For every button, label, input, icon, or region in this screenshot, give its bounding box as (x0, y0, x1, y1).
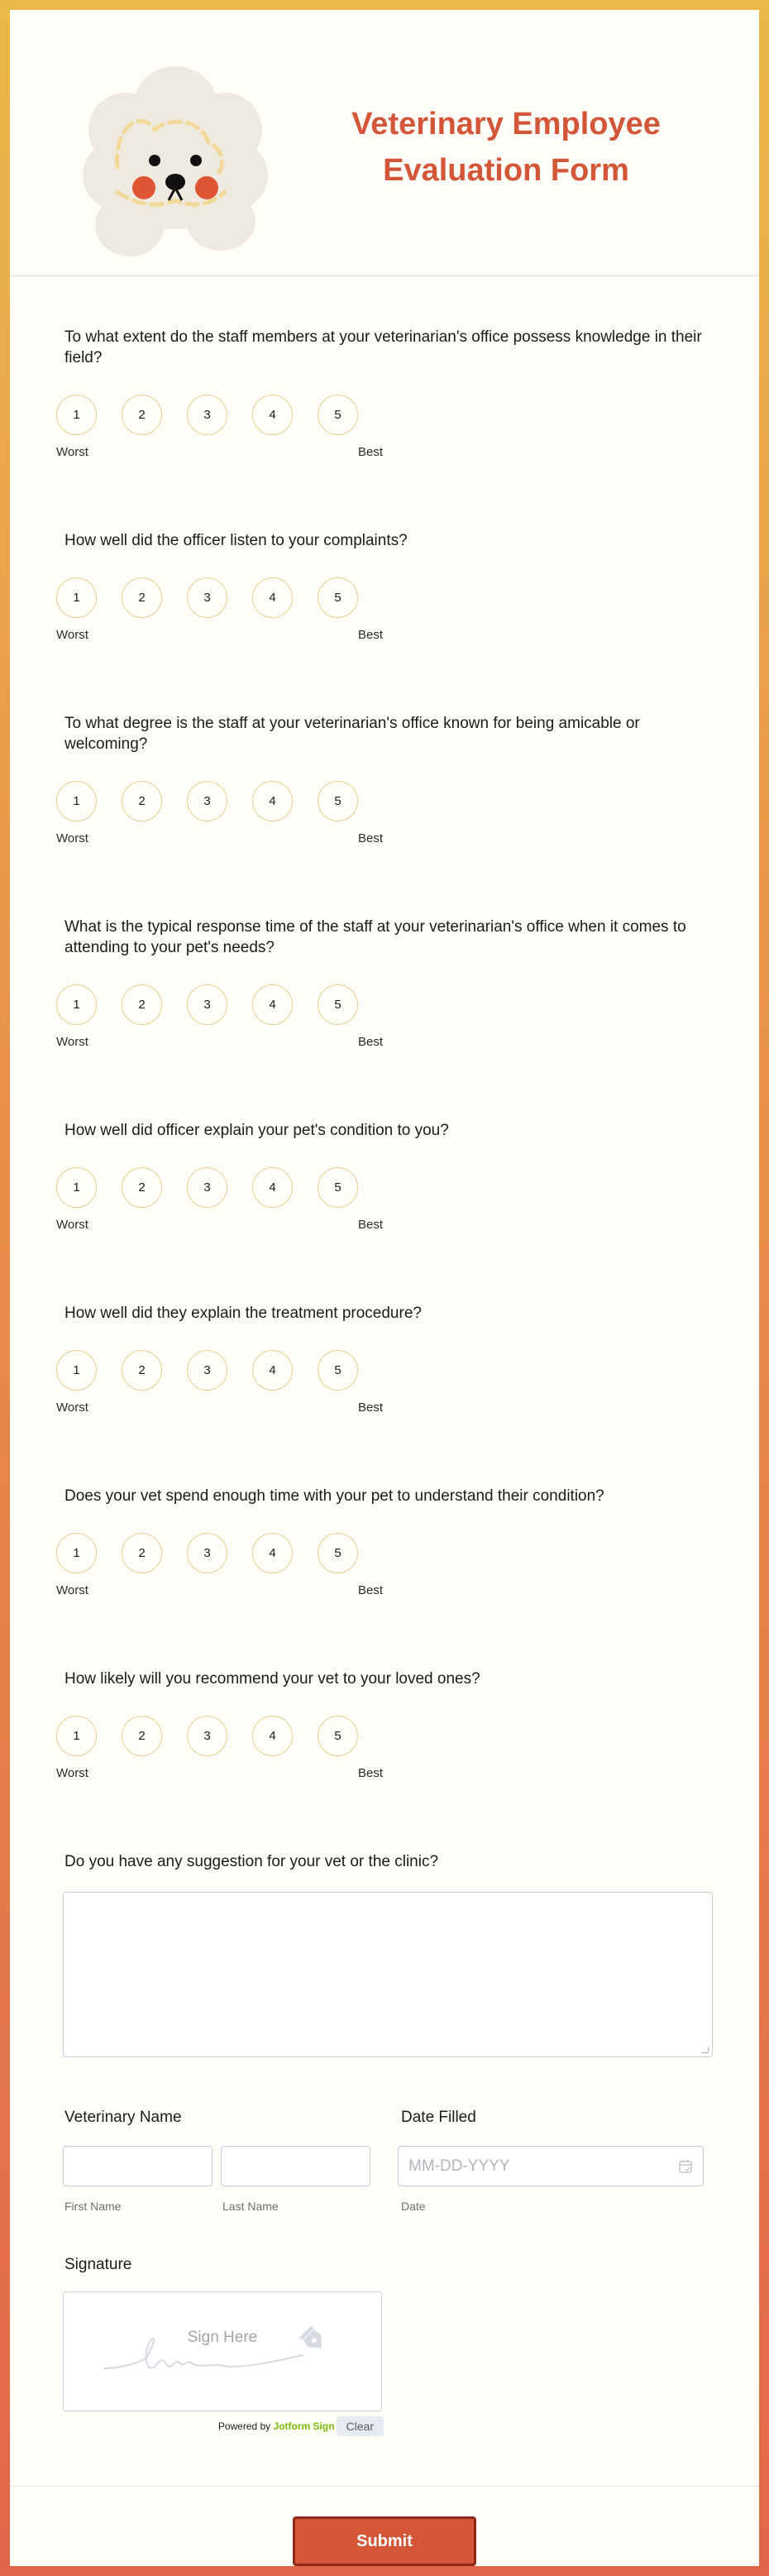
name-inputs (63, 2146, 401, 2186)
rating-option-3[interactable]: 3 (187, 1533, 227, 1573)
powered-by-label: Powered by (217, 2420, 271, 2432)
signature-scribble-icon (64, 2292, 383, 2412)
resize-handle-icon[interactable] (701, 2047, 709, 2053)
rating-scale (56, 984, 705, 1025)
rating-scale (56, 1533, 705, 1573)
form-header (10, 10, 759, 276)
best-label: Best (357, 831, 383, 845)
rating-option-4[interactable]: 4 (252, 577, 293, 618)
rating-option-1[interactable]: 1 (56, 1167, 97, 1208)
dog-illustration (68, 60, 283, 258)
rating-option-5[interactable]: 5 (318, 781, 358, 821)
rating-option-1[interactable]: 1 (56, 395, 97, 435)
rating-option-3[interactable]: 3 (187, 984, 227, 1025)
rating-option-1[interactable]: 1 (56, 1350, 97, 1391)
powered-by-text (218, 2420, 335, 2432)
rating-question-2 (56, 530, 705, 642)
rating-option-2[interactable]: 2 (122, 577, 162, 618)
rating-option-1[interactable]: 1 (56, 577, 97, 618)
title-line-2: Evaluation Form (383, 153, 629, 188)
calendar-icon[interactable] (678, 2159, 693, 2174)
rating-option-3[interactable]: 3 (187, 781, 227, 821)
rating-option-5[interactable]: 5 (318, 577, 358, 618)
suggestion-textarea[interactable] (63, 1892, 713, 2057)
suggestion-label: Do you have any suggestion for your vet or the clinic? (64, 1853, 439, 1870)
worst-label: Worst (56, 1035, 88, 1049)
veterinary-name-field (64, 2107, 401, 2213)
rating-option-3[interactable]: 3 (187, 577, 227, 618)
rating-question-1 (56, 327, 705, 459)
rating-option-4[interactable]: 4 (252, 395, 293, 435)
rating-option-5[interactable]: 5 (318, 984, 358, 1025)
vet-name-label: Veterinary Name (64, 2109, 182, 2126)
rating-option-4[interactable]: 4 (252, 1533, 293, 1573)
worst-label: Worst (56, 628, 88, 642)
rating-option-3[interactable]: 3 (187, 1716, 227, 1756)
rating-option-2[interactable]: 2 (122, 1167, 162, 1208)
date-input[interactable] (398, 2146, 704, 2186)
rating-scale (56, 395, 705, 435)
rating-scale (56, 1167, 705, 1208)
rating-option-1[interactable]: 1 (56, 1533, 97, 1573)
question-label: How likely will you recommend your vet to your loved ones? (64, 1670, 480, 1688)
rating-option-2[interactable]: 2 (122, 395, 162, 435)
worst-label: Worst (56, 445, 88, 459)
worst-label: Worst (56, 1583, 88, 1597)
rating-option-4[interactable]: 4 (252, 1716, 293, 1756)
suggestion-question (64, 1851, 705, 2057)
date-placeholder: MM-DD-YYYY (408, 2157, 510, 2175)
rating-option-1[interactable]: 1 (56, 1716, 97, 1756)
rating-option-2[interactable]: 2 (122, 984, 162, 1025)
worst-label: Worst (56, 831, 88, 845)
last-name-sublabel: Last Name (222, 2200, 279, 2213)
worst-label: Worst (56, 1218, 88, 1232)
question-label: What is the typical response time of the staff at your veterinarian's office when it comes to attending to your pet's needs? (64, 918, 686, 956)
last-name-input[interactable] (221, 2146, 370, 2186)
scale-labels (56, 831, 383, 845)
best-label: Best (357, 1401, 383, 1415)
rating-option-5[interactable]: 5 (318, 1533, 358, 1573)
rating-question-5 (56, 1120, 705, 1232)
rating-option-4[interactable]: 4 (252, 984, 293, 1025)
date-sublabel: Date (401, 2200, 426, 2213)
best-label: Best (357, 1583, 383, 1597)
rating-option-3[interactable]: 3 (187, 1167, 227, 1208)
signature-pad[interactable] (63, 2291, 382, 2411)
name-date-row (64, 2107, 705, 2213)
rating-option-2[interactable]: 2 (122, 781, 162, 821)
best-label: Best (357, 445, 383, 459)
question-label: How well did officer explain your pet's condition to you? (64, 1122, 449, 1139)
date-filled-field (401, 2107, 704, 2213)
rating-option-3[interactable]: 3 (187, 1350, 227, 1391)
rating-option-4[interactable]: 4 (252, 781, 293, 821)
question-label: How well did they explain the treatment procedure? (64, 1305, 422, 1322)
rating-option-2[interactable]: 2 (122, 1716, 162, 1756)
rating-scale (56, 781, 705, 821)
rating-question-6 (56, 1303, 705, 1415)
best-label: Best (357, 1766, 383, 1780)
first-name-input[interactable] (63, 2146, 213, 2186)
rating-question-4 (56, 917, 705, 1049)
scale-labels (56, 1035, 383, 1049)
best-label: Best (357, 1035, 383, 1049)
scale-labels (56, 1766, 383, 1780)
form-title (283, 101, 729, 194)
signature-field (64, 2254, 705, 2436)
worst-label: Worst (56, 1766, 88, 1780)
rating-option-5[interactable]: 5 (318, 395, 358, 435)
question-label: How well did the officer listen to your complaints? (64, 532, 408, 549)
scale-labels (56, 1401, 383, 1415)
clear-signature-button[interactable]: Clear (337, 2416, 384, 2436)
submit-area (10, 2487, 759, 2566)
best-label: Best (357, 628, 383, 642)
sign-here-prompt: Sign Here (187, 2329, 258, 2346)
rating-option-5[interactable]: 5 (318, 1167, 358, 1208)
name-sublabels (64, 2200, 401, 2213)
scale-labels (56, 1218, 383, 1232)
signature-label: Signature (64, 2256, 132, 2273)
submit-button[interactable]: Submit (293, 2516, 476, 2566)
jotform-sign-brand[interactable]: Jotform Sign (273, 2420, 335, 2432)
scale-labels (56, 628, 383, 642)
question-label: To what extent do the staff members at your veterinarian's office possess knowledge in their field? (64, 328, 702, 366)
rating-option-4[interactable]: 4 (252, 1350, 293, 1391)
rating-question-3 (56, 713, 705, 845)
worst-label: Worst (56, 1401, 88, 1415)
scale-labels (56, 1583, 383, 1597)
rating-scale (56, 1716, 705, 1756)
rating-option-1[interactable]: 1 (56, 984, 97, 1025)
best-label: Best (357, 1218, 383, 1232)
date-label: Date Filled (401, 2109, 476, 2126)
signature-footer (64, 2416, 384, 2436)
question-label: To what degree is the staff at your veterinarian's office known for being amicable or welcoming? (64, 715, 640, 753)
rating-option-4[interactable]: 4 (252, 1167, 293, 1208)
rating-option-1[interactable]: 1 (56, 781, 97, 821)
title-line-1: Veterinary Employee (351, 107, 661, 141)
rating-scale (56, 1350, 705, 1391)
rating-option-2[interactable]: 2 (122, 1350, 162, 1391)
rating-option-5[interactable]: 5 (318, 1716, 358, 1756)
scale-labels (56, 445, 383, 459)
form-container (10, 10, 759, 2566)
rating-scale (56, 577, 705, 618)
rating-option-2[interactable]: 2 (122, 1533, 162, 1573)
rating-option-5[interactable]: 5 (318, 1350, 358, 1391)
question-label: Does your vet spend enough time with your pet to understand their condition? (64, 1487, 604, 1505)
rating-option-3[interactable]: 3 (187, 395, 227, 435)
rating-question-8 (56, 1669, 705, 1780)
rating-question-7 (56, 1486, 705, 1597)
form-content (10, 327, 759, 2436)
first-name-sublabel: First Name (64, 2200, 122, 2213)
